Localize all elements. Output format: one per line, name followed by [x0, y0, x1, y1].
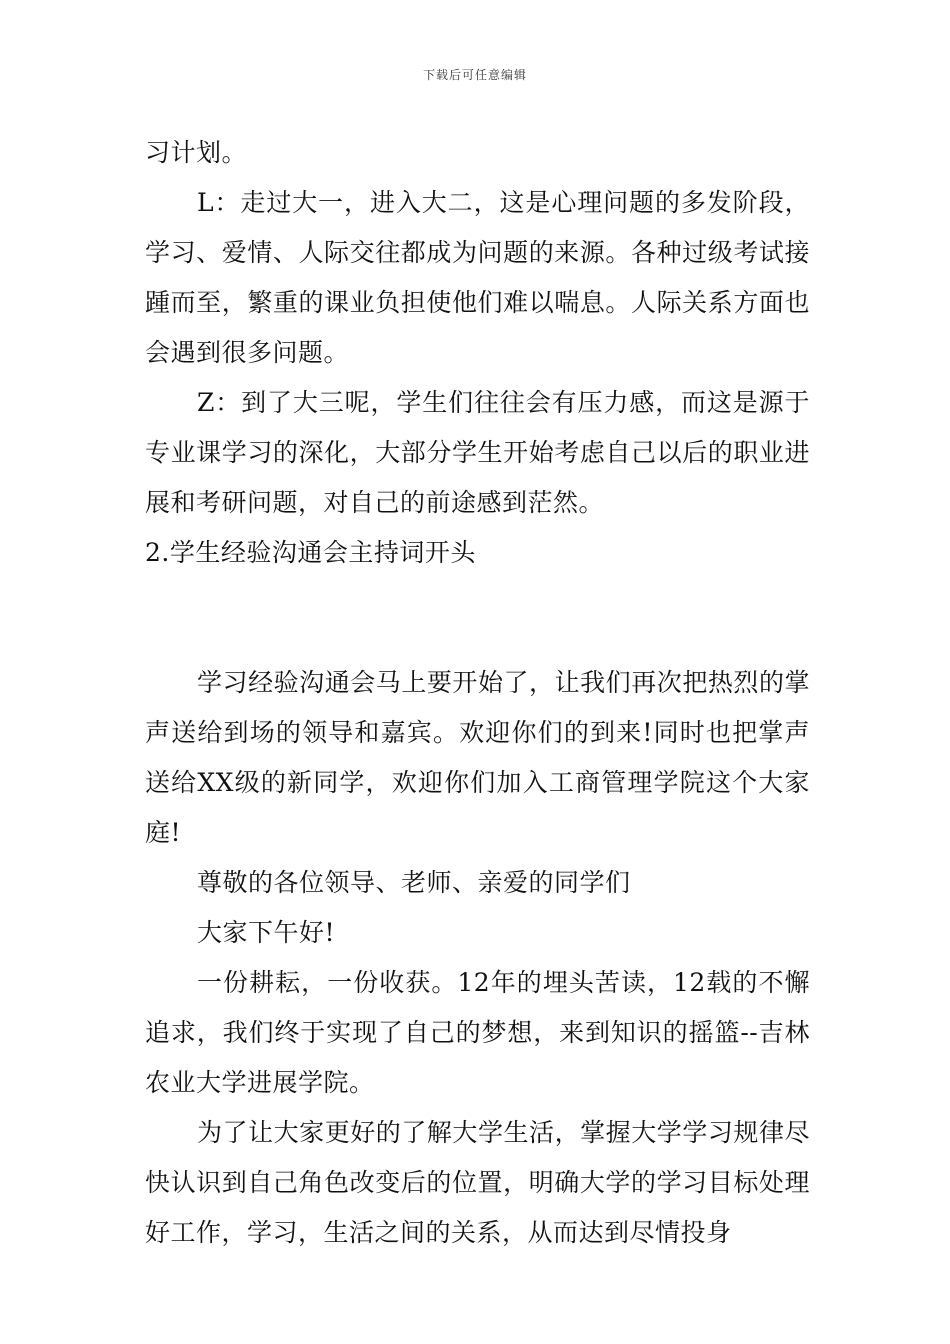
- paragraph-continuation: 习计划。: [145, 138, 248, 167]
- paragraph-l-sophomore: L：走过大一，进入大二，这是心理问题的多发阶段，学习、爱情、人际交往都成为问题的来源。各种过级考试接踵而至，繁重的课业负担使他们难以喘息。人际关系方面也会遇到很多问题。: [145, 188, 810, 367]
- paragraph-hard-work: 一份耕耘，一份收获。12年的埋头苦读，12载的不懈追求，我们终于实现了自己的梦想，来到知识的摇篮--吉林农业大学进展学院。: [145, 968, 810, 1097]
- paragraph-opening: 学习经验沟通会马上要开始了，让我们再次把热烈的掌声送给到场的领导和嘉宾。欢迎你们的到来!同时也把掌声送给XX级的新同学，欢迎你们加入工商管理学院这个大家庭!: [145, 668, 810, 847]
- paragraph-salutation: 尊敬的各位领导、老师、亲爱的同学们: [197, 868, 631, 897]
- paragraph-greeting: 大家下午好!: [197, 918, 336, 947]
- paragraph-purpose: 为了让大家更好的了解大学生活，掌握大学学习规律尽快认识到自己角色改变后的位置，明确大学的学习目标处理好工作，学习，生活之间的关系，从而达到尽情投身: [145, 1118, 810, 1247]
- page-header-note: 下载后可任意编辑: [422, 68, 527, 82]
- blank-gap: [145, 578, 810, 658]
- section-heading: 2.学生经验沟通会主持词开头: [145, 538, 476, 567]
- document-body: [145, 128, 810, 1258]
- paragraph-z-junior: Z：到了大三呢，学生们往往会有压力感，而这是源于专业课学习的深化，大部分学生开始考虑自己以后的职业进展和考研问题，对自己的前途感到茫然。: [145, 388, 810, 517]
